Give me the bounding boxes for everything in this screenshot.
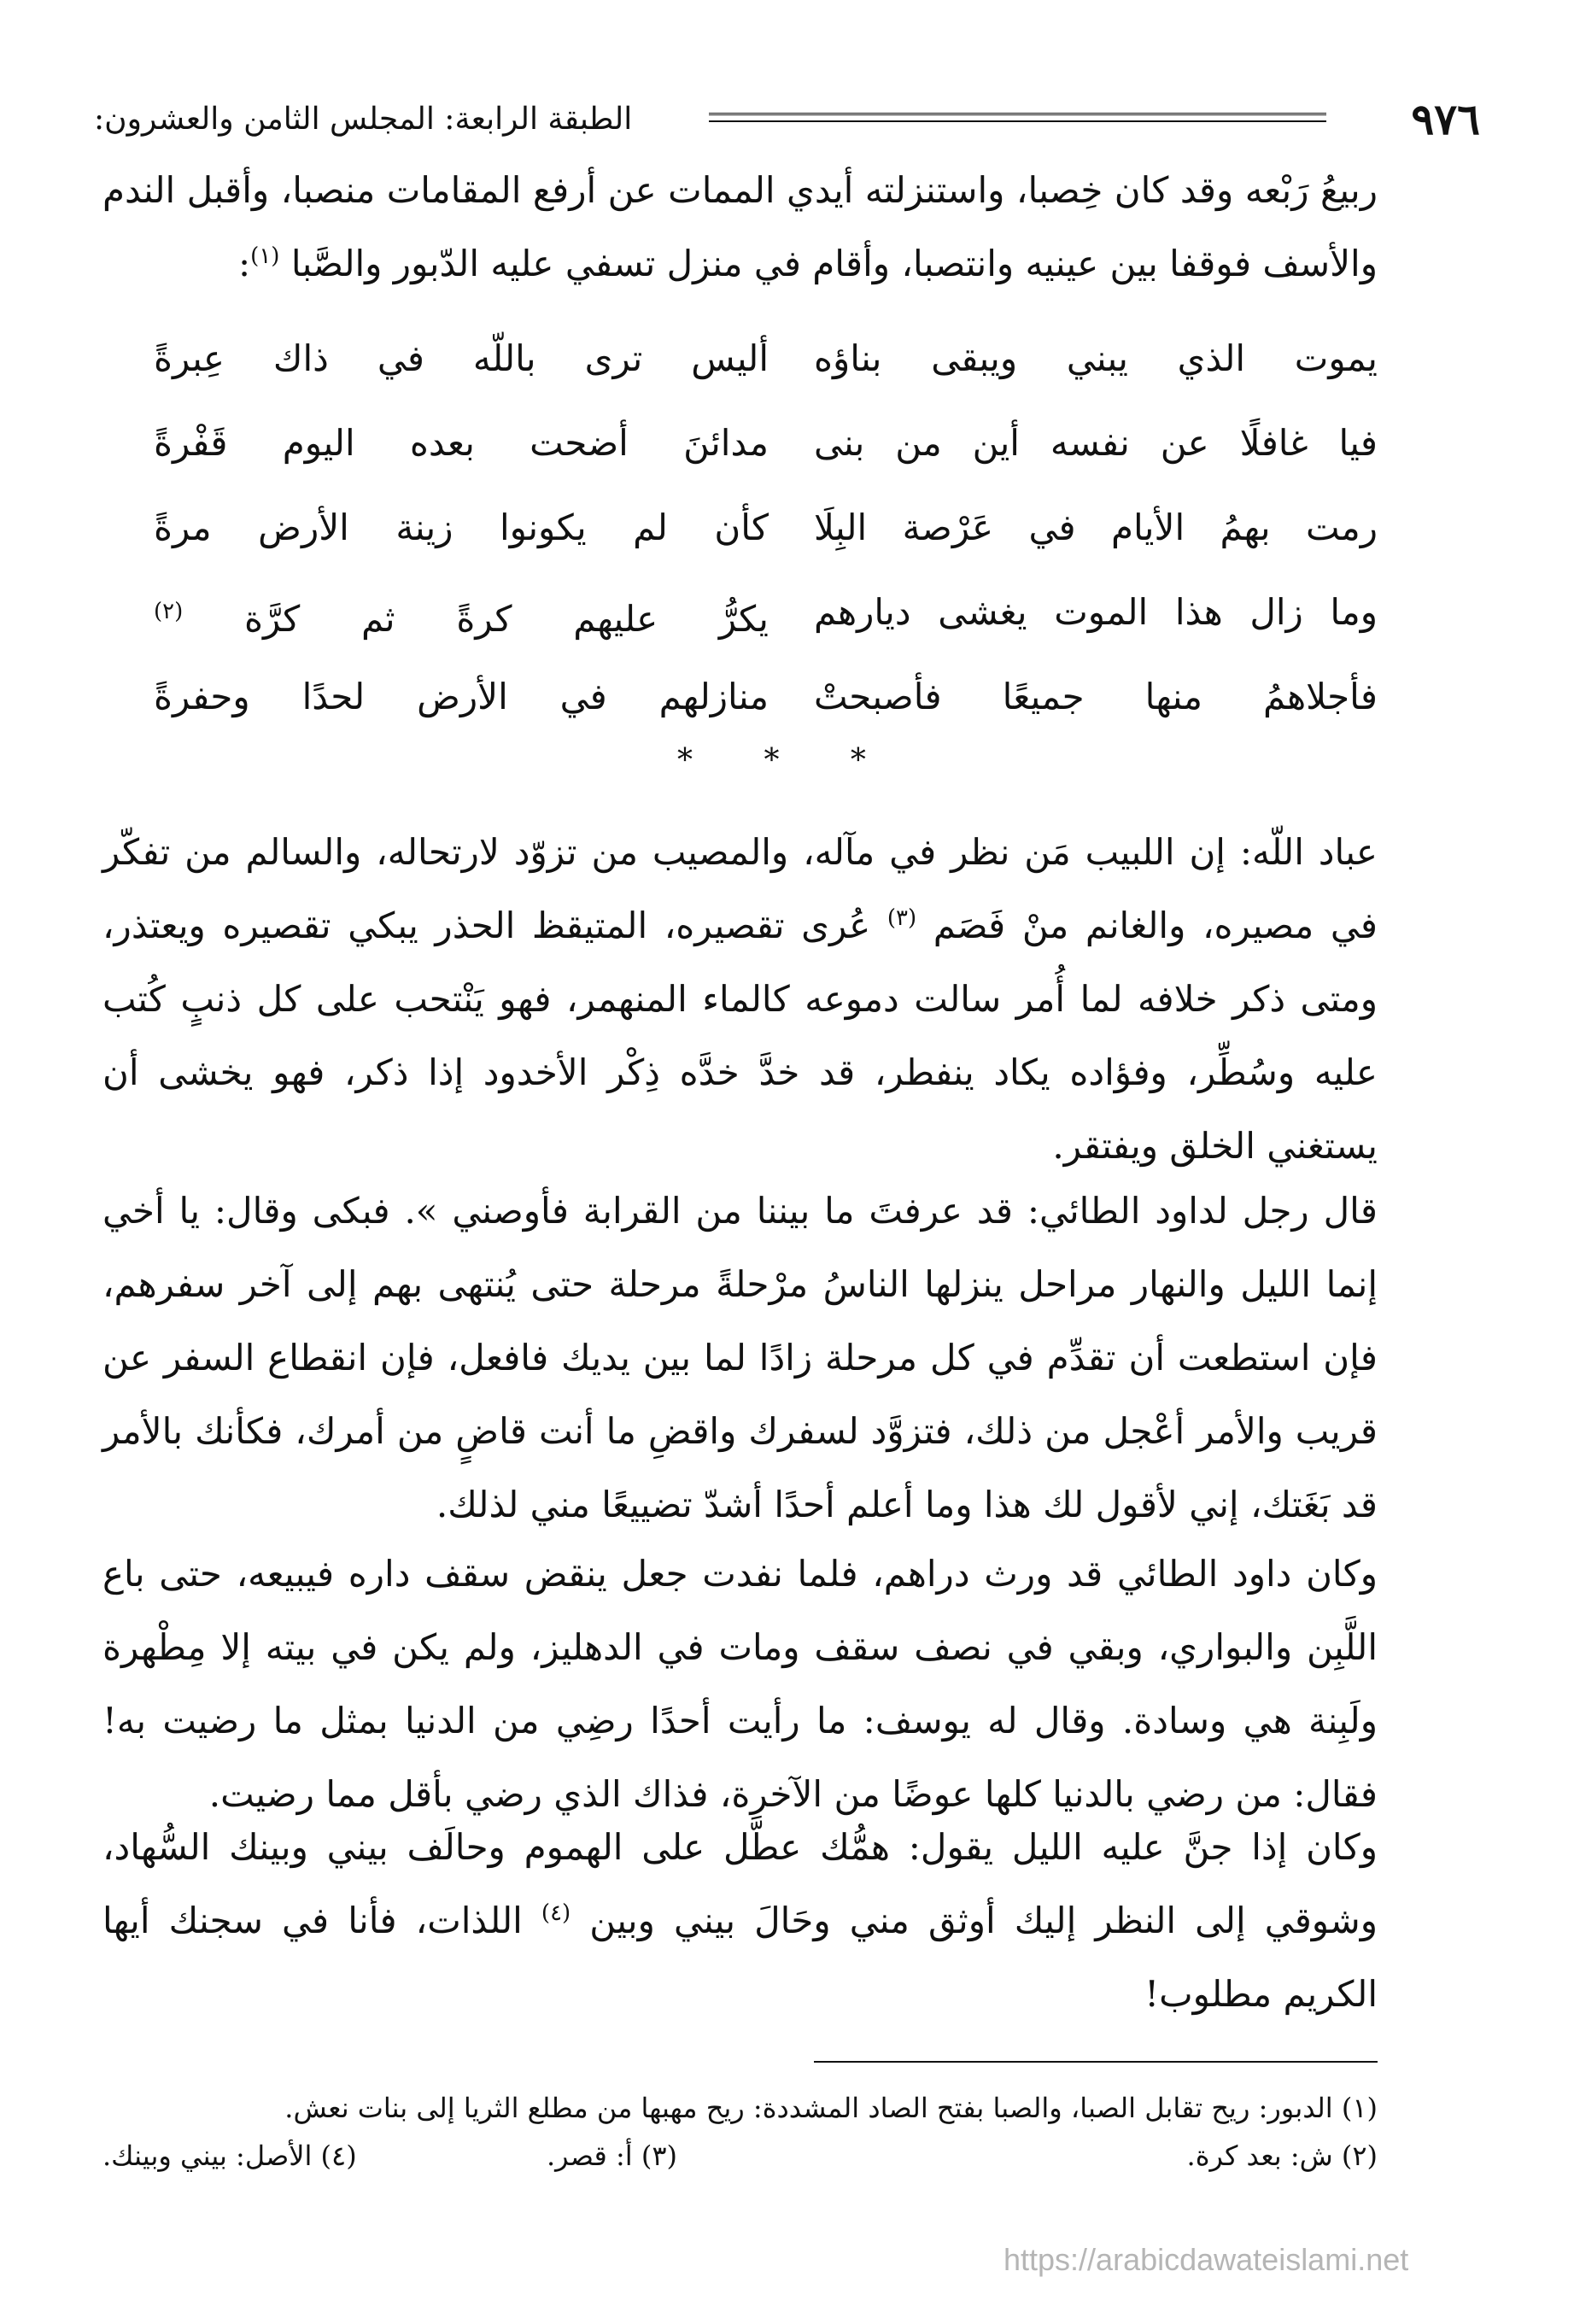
- intro-text: ربيعُ رَبْعه وقد كان خِصبا، واستنزلته أيدي الممات عن أرفع المقامات منصبا، وأقبل الندم والأسف فوقفا بين عينيه وانتصبا، وأقام في منزل تسفي عليه الدّبور والصَّبا: [102, 169, 1378, 284]
- footnote-1: (١) الدبور: ريح تقابل الصبا، والصبا بفتح الصاد المشددة: ريح مهبها من مطلع الثريا إلى بنات نعش.: [284, 2092, 1378, 2124]
- verse-second-hemistich: منازلهم في الأرض لحدًا وحفرةً: [154, 676, 769, 717]
- poem-verse: [154, 401, 1378, 485]
- verse-first-hemistich: فيا غافلًا عن نفسه أين من بنى: [814, 422, 1378, 464]
- poem-verse: [154, 654, 1378, 739]
- section-separator: * * *: [677, 743, 897, 778]
- paragraph-text: اللذات، فأنا في سجنك أيها الكريم مطلوب!: [102, 1900, 1378, 2015]
- verse-second-hemistich: مدائنَ أضحت بعده اليوم قَفْرةً: [154, 422, 769, 464]
- verse-second-hemistich: [154, 570, 769, 661]
- intro-end: :: [238, 243, 251, 284]
- footnote-4: (٤) الأصل: بيني وبينك.: [102, 2140, 357, 2172]
- paragraph-night-prayer: [102, 1811, 1378, 2031]
- paragraph-dawud-advice: قال رجل لداود الطائي: قد عرفتَ ما بيننا من القرابة فأوصني ». فبكى وقال: يا أخي إنما الليل والنهار مراحل ينزلها الناسُ مرْحلةً مرحلة حتى يُنتهى بهم إلى آخر سفرهم، فإن استطعت أن تقدِّم في كل مرحلة زادًا لما بين يديك فافعل، فإن انقطاع السفر عن قريب والأمر أعْجل من ذلك، فتزوَّد لسفرك واقضِ ما أنت قاضٍ من أمرك، فكأنك بالأمر قد بَغَتك، إني لأقول لك هذا وما أعلم أحدًا أشدّ تضييعًا مني لذلك.: [102, 1190, 1378, 1525]
- poem-verse: [154, 316, 1378, 401]
- poem-verse: [154, 485, 1378, 570]
- watermark: https://arabicdawateislami.net: [1003, 2242, 1409, 2277]
- footnotes: [102, 2084, 1378, 2180]
- verse-first-hemistich: يموت الذي يبني ويبقى بناؤه: [814, 337, 1378, 379]
- intro-paragraph: [102, 154, 1378, 301]
- verse-text: يكرُّ عليهم كرةً ثم كرَّة: [244, 598, 769, 640]
- footnote-ref-1: (١): [250, 243, 280, 269]
- header-rule: [709, 113, 1326, 122]
- footnote-2: (٢) ش: بعد كرة.: [1186, 2140, 1378, 2172]
- footnote-3: (٣) أ: قصر.: [546, 2140, 677, 2172]
- paragraph-text: عباد اللّه: إن اللبيب مَن نظر في مآله، والمصيب من تزوّد لارتحاله، والسالم من تفكّر في مصيره، والغانم منْ فَصَم: [102, 831, 1378, 946]
- verse-first-hemistich: فأجلاهمُ منها جميعًا فأصبحتْ: [814, 676, 1378, 717]
- verse-first-hemistich: وما زال هذا الموت يغشى ديارهم: [814, 591, 1378, 633]
- running-title: الطبقة الرابعة: المجلس الثامن والعشرون:: [94, 102, 633, 137]
- paragraph-text: عُرى تقصيره، المتيقظ الحذر يبكي تقصيره ويعتذر، ومتى ذكر خلافه لما أُمر سالت دموعه كالماء المنهمر، فهو يَنْتحب على كل ذنبٍ كُتب عليه وسُطِّر، وفؤاده يكاد ينفطر، قد خدَّ خدَّه ذِكْر الأخدود إذا ذكر، فهو يخشى أن يستغني الخلق ويفتقر.: [102, 904, 1378, 1167]
- footnote-ref-4: (٤): [541, 1900, 571, 1926]
- verse-second-hemistich: أليس ترى باللّه في ذاك عِبرةً: [154, 337, 769, 379]
- footnote-rule: [814, 2061, 1378, 2063]
- verse-first-hemistich: رمت بهمُ الأيام في عَرْصة البِلَا: [814, 506, 1378, 548]
- paragraph-text: وكان إذا جنَّ عليه الليل يقول: همُّك عطَّل على الهموم وحالَف بيني وبينك السُّهاد، وشوقي إلى النظر إليك أوثق مني وحَالَ بيني وبين: [102, 1826, 1378, 1941]
- footnote-ref-3: (٣): [886, 905, 917, 931]
- page-header: [94, 94, 1480, 145]
- page-number: ٩٧٦: [1411, 94, 1480, 144]
- paragraph-dawud-inheritance: وكان داود الطائي قد ورث دراهم، فلما نفدت جعل ينقض سقف داره فيبيعه، حتى باع اللَّبِن والبواري، وبقي في نصف سقف ومات في الدهليز، ولم يكن في بيته إلا مِطْهرة ولَبِنة هي وسادة. وقال له يوسف: ما رأيت أحدًا رضِي من الدنيا بمثل ما رضيت به! فقال: من رضي بالدنيا كلها عوضًا من الآخرة، فذاك الذي رضي بأقل مما رضيت.: [102, 1553, 1378, 1815]
- footnote-ref-2: (٢): [154, 599, 184, 624]
- verse-second-hemistich: كأن لم يكونوا زينة الأرض مرةً: [154, 506, 769, 548]
- poem-verse: [154, 570, 1378, 654]
- poem: [154, 316, 1378, 739]
- paragraph-servants-of-god: [102, 816, 1378, 1183]
- footnotes-row: [102, 2132, 1378, 2180]
